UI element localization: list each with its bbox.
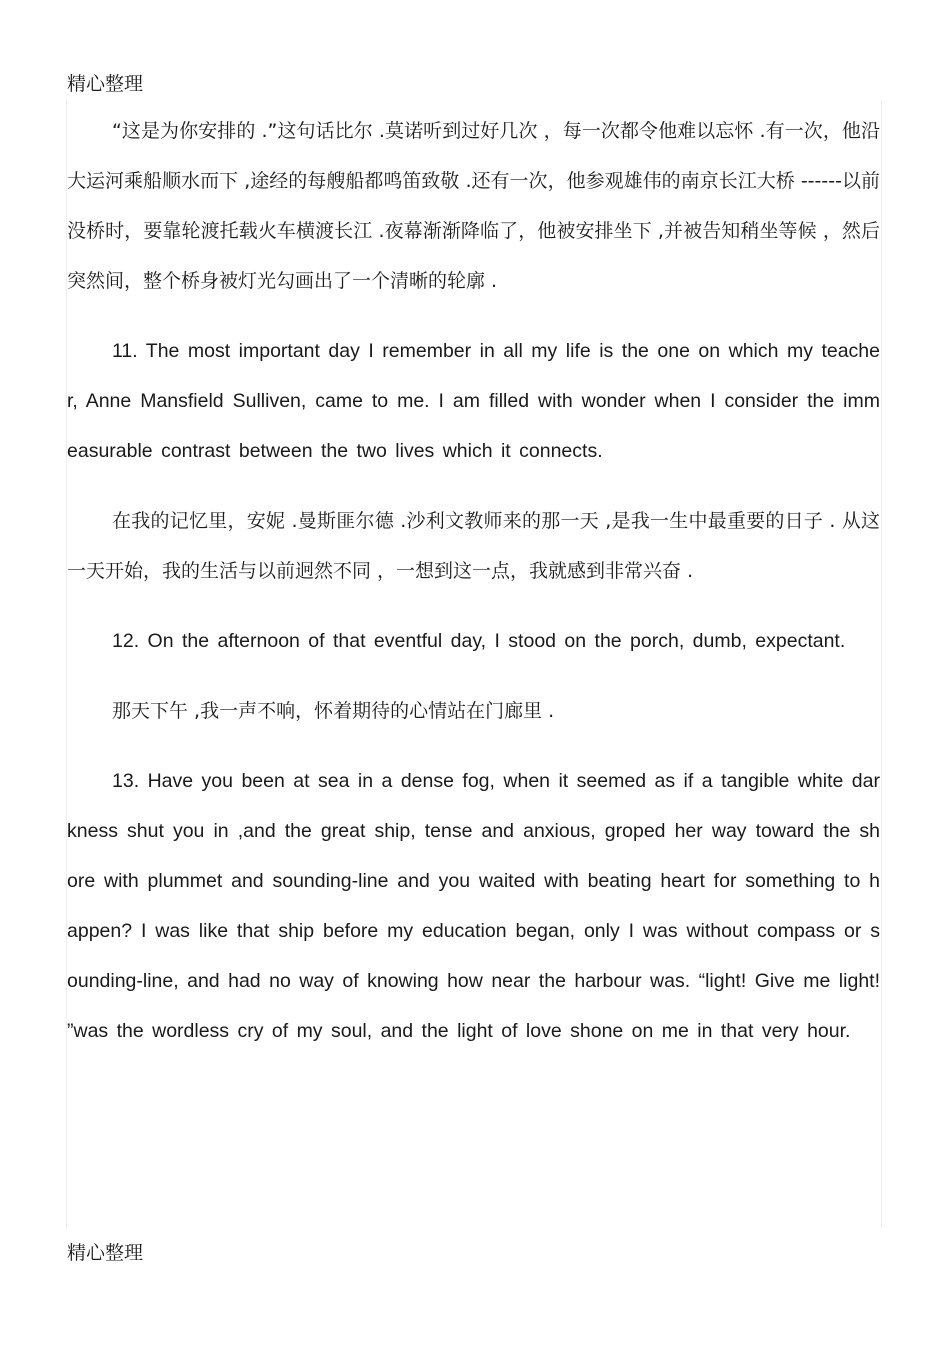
paragraph-12-zh: 那天下午 ,我一声不响，怀着期待的心情站在门廊里 . [112, 700, 555, 722]
paragraph-11-zh: 在我的记忆里，安妮 .曼斯匪尔德 .沙利文教师来的那一天 ,是我一生中最重要的日子 . 从这一天开始，我的生活与以前迥然不同 ，一想到这一点，我就感到非常兴奋 . [67, 510, 880, 582]
page-footer-label: 精心整理 [67, 1242, 144, 1264]
paragraph-11-en: 11. The most important day I remember in all my life is the one on which my teacher, Anne Mansfield Sulliven, came to me. I am filled with wonder when I consider the immeasurable contrast between the two lives which it connects. [67, 340, 880, 462]
paragraph-12-en: 12. On the afternoon of that eventful day, I stood on the porch, dumb, expectant. [112, 630, 846, 652]
paragraph-13-en: 13. Have you been at sea in a dense fog, when it seemed as if a tangible white darkness shut you in ,and the great ship, tense and anxious, groped her way toward the shore with plummet and sounding-line and you waited with beating heart for something to happen? I was like that ship before my education began, only I was without compass or sounding-line, and had no way of knowing how near the harbour was. “light! Give me light! ”was the wordless cry of my soul, and the light of love shone on me in that very hour. [67, 770, 880, 1042]
page-header-label: 精心整理 [67, 73, 144, 95]
paragraph-bill-moyers-zh: “这是为你安排的 .”这句话比尔 .莫诺听到过好几次 ，每一次都令他难以忘怀 .有一次，他沿大运河乘船顺水而下 ,途经的每艘船都鸣笛致敬 .还有一次，他参观雄伟的南京长江大桥 ------以前没桥时，要靠轮渡托载火车横渡长江 .夜幕渐渐降临了，他被安排坐下 ,并被告知稍坐等候 ，然后突然间，整个桥身被灯光勾画出了一个清晰的轮廓 . [67, 120, 880, 292]
document-body [67, 106, 880, 1076]
